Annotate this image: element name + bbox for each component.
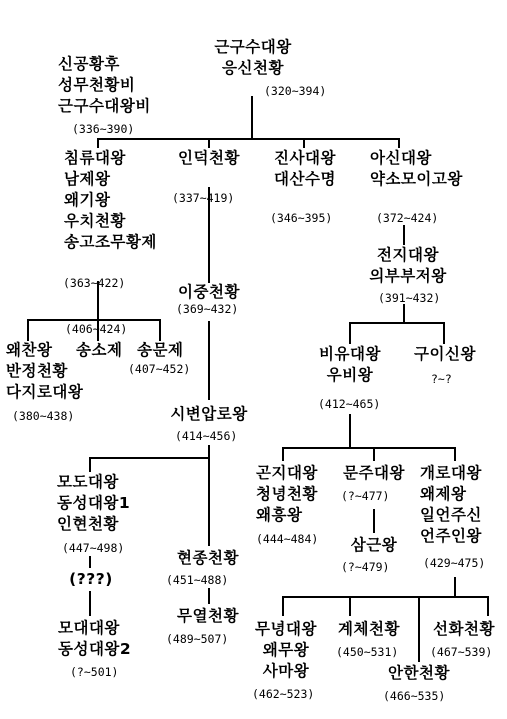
node-munyeong <box>246 619 326 682</box>
node-name: 인덕천황 <box>178 149 240 167</box>
node-gaero <box>420 463 482 547</box>
node-munju <box>336 463 412 484</box>
node-dates: (346~395) <box>270 211 333 225</box>
node-name: 선화천황 <box>433 620 495 638</box>
node-name: 성무천황비 <box>58 76 136 94</box>
node-name: 무녕대왕 <box>255 620 317 638</box>
node-name: 모대대왕 <box>58 619 120 637</box>
node-name: (???) <box>69 570 113 588</box>
node-name: 언주인왕 <box>420 527 482 545</box>
node-name: 신공황후 <box>58 55 120 73</box>
node-indeok <box>163 148 255 169</box>
node-dates: (391~432) <box>378 291 441 305</box>
node-sibyeon <box>160 404 258 425</box>
node-waechan <box>6 340 83 403</box>
node-name: 구이신왕 <box>414 345 476 363</box>
node-name: 사마왕 <box>262 662 310 680</box>
node-dates: ?~? <box>431 372 452 386</box>
node-gonji <box>256 463 318 526</box>
node-name: 동성대왕2 <box>58 640 132 658</box>
node-gunusu <box>192 37 314 79</box>
node-dates: (462~523) <box>252 687 315 701</box>
node-chimryu <box>64 148 157 253</box>
node-name: 다지로대왕 <box>6 383 84 401</box>
node-name: 아신대왕 <box>370 149 432 167</box>
node-name: 송문제 <box>137 341 184 359</box>
node-name: 모도대왕 <box>57 473 119 491</box>
node-seonhwa <box>422 619 506 640</box>
node-name: 왜흥왕 <box>256 506 303 524</box>
node-name: 이중천황 <box>178 283 240 301</box>
node-name: 반정천황 <box>6 362 68 380</box>
node-muyeol <box>166 606 250 627</box>
node-name: 대산수명 <box>274 170 336 188</box>
node-asin <box>370 148 463 190</box>
node-name: 침류대왕 <box>64 149 126 167</box>
node-dates: (?~477) <box>341 489 390 503</box>
node-name: 삼근왕 <box>350 536 398 554</box>
node-name: 청녕천황 <box>256 485 318 503</box>
node-name: 동성대왕1 <box>57 494 131 512</box>
node-samgeun <box>340 535 408 556</box>
node-dates: (412~465) <box>318 397 381 411</box>
node-name: 일언주신 <box>420 506 482 524</box>
node-anhan <box>376 663 462 684</box>
node-dates: (?~479) <box>341 560 390 574</box>
node-name: 현종천황 <box>177 549 239 567</box>
node-name: 우비왕 <box>326 366 374 384</box>
node-modo <box>57 472 130 535</box>
node-songmunje <box>137 340 183 361</box>
node-name: 시변압로왕 <box>170 405 248 423</box>
node-biyu <box>312 344 388 386</box>
node-dates: (414~456) <box>175 429 238 443</box>
node-name: 근구수대왕비 <box>58 97 151 115</box>
node-jinsa <box>268 148 342 190</box>
node-dates: (369~432) <box>176 302 239 316</box>
node-name: 전지대왕 <box>377 246 439 264</box>
node-dates: (363~422) <box>63 276 126 290</box>
node-name: 인현천황 <box>57 515 119 533</box>
node-singong <box>58 54 151 117</box>
node-gyeche <box>328 619 410 640</box>
node-dates: (447~498) <box>62 541 125 555</box>
node-name: 남제왕 <box>64 170 111 188</box>
node-gui <box>404 344 486 365</box>
node-name: 약소모이고왕 <box>370 170 463 188</box>
node-name: 왜무왕 <box>262 641 310 659</box>
node-name: 비유대왕 <box>319 345 381 363</box>
node-name: 무열천황 <box>177 607 239 625</box>
node-dates: (451~488) <box>166 573 229 587</box>
node-dates: (489~507) <box>166 632 229 646</box>
node-name: 송고조무황제 <box>64 233 157 251</box>
node-dates: (336~390) <box>72 122 135 136</box>
node-name: 송소제 <box>76 341 123 359</box>
node-name: 왜제왕 <box>420 485 467 503</box>
node-dates: (372~424) <box>376 211 439 225</box>
node-dates: (450~531) <box>336 645 399 659</box>
node-hyeonjong <box>166 548 250 569</box>
node-dates: (429~475) <box>423 556 486 570</box>
node-dates: (467~539) <box>430 645 493 659</box>
node-dates: (?~501) <box>70 665 119 679</box>
node-name: 왜기왕 <box>64 191 111 209</box>
node-name: 의부부저왕 <box>369 267 447 285</box>
node-songsoje <box>76 340 122 361</box>
node-dates: (320~394) <box>264 84 327 98</box>
node-name: 왜찬왕 <box>6 341 53 359</box>
node-dates: (380~438) <box>12 409 75 423</box>
node-dates: (406~424) <box>65 322 128 336</box>
node-dates: (444~484) <box>256 532 319 546</box>
node-name: 곤지대왕 <box>256 464 318 482</box>
node-jeonji <box>366 245 450 287</box>
node-name: 안한천황 <box>388 664 450 682</box>
node-dates: (466~535) <box>383 689 446 703</box>
node-modae <box>58 618 131 660</box>
node-ijung <box>168 282 250 303</box>
node-name: 계체천황 <box>338 620 400 638</box>
node-dates: (407~452) <box>128 362 191 376</box>
node-dates: (337~419) <box>172 191 235 205</box>
node-name: 문주대왕 <box>343 464 405 482</box>
node-name: 개로대왕 <box>420 464 482 482</box>
node-unknown <box>60 569 122 590</box>
node-name: 응신천황 <box>222 59 284 77</box>
node-name: 우치천황 <box>64 212 126 230</box>
node-name: 진사대왕 <box>274 149 336 167</box>
node-name: 근구수대왕 <box>214 38 292 56</box>
